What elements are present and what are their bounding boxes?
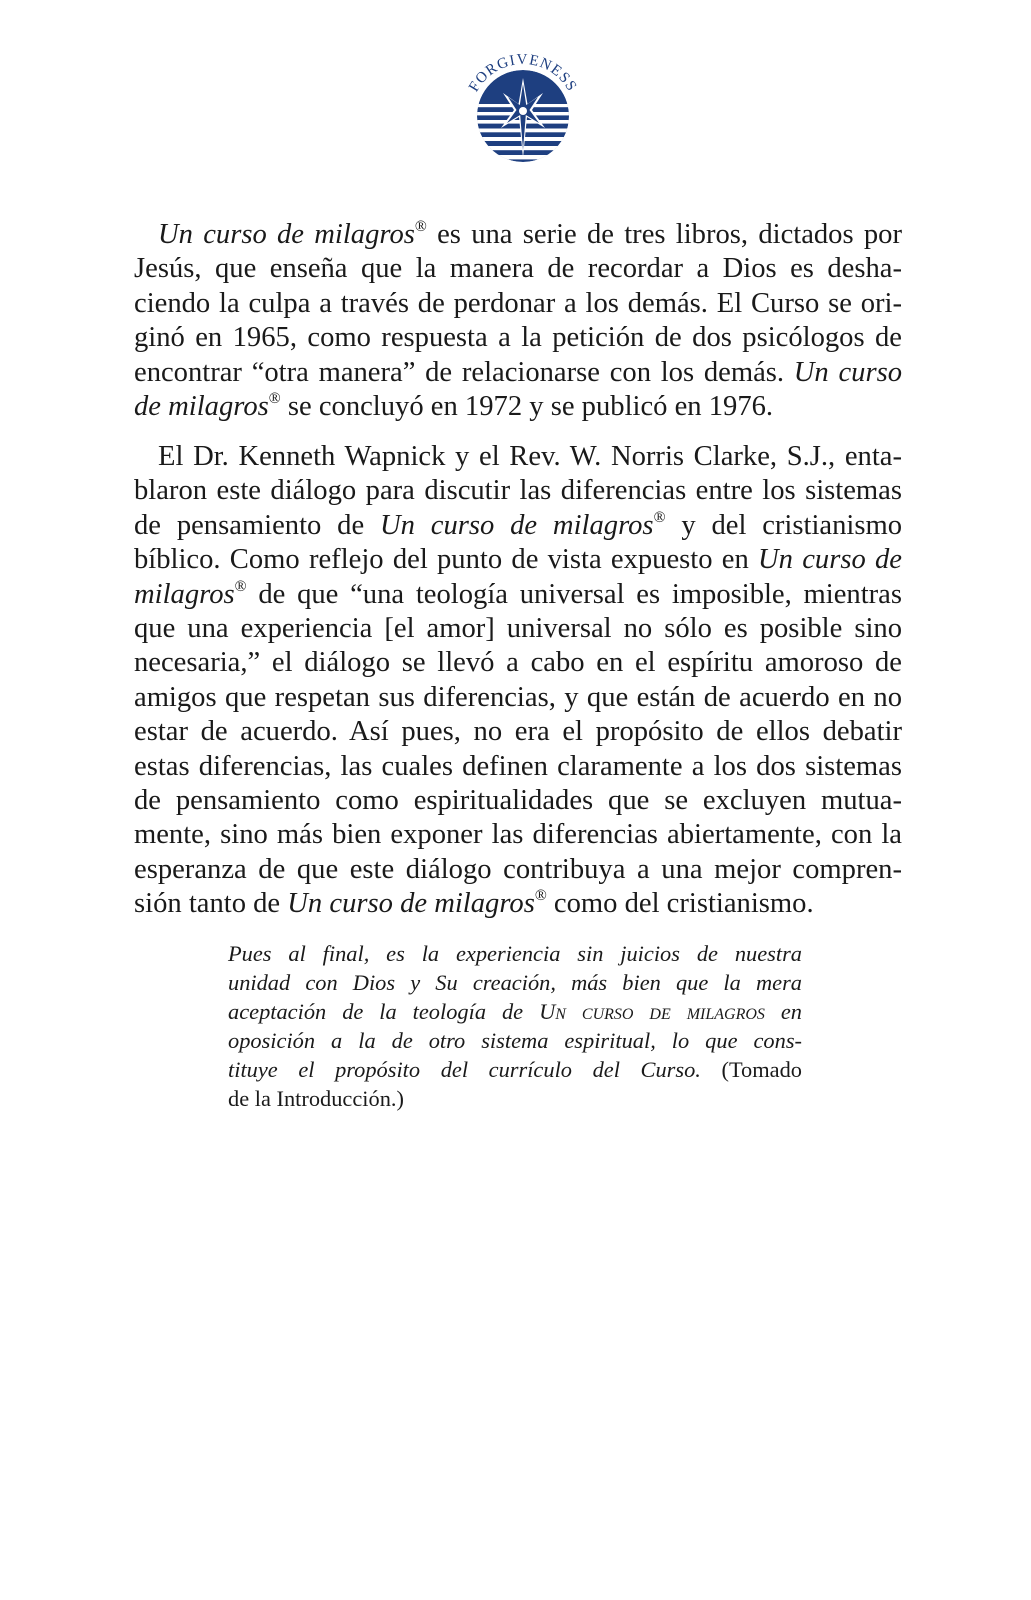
text-line: milagros® de que “una teología universal es imposible, mientras: [134, 577, 902, 610]
quote-line: aceptación de la teología de Un curso de milagros en: [228, 998, 802, 1024]
source-note: (Tomado: [700, 1056, 802, 1082]
book-title: milagros: [134, 578, 235, 610]
registered-mark: ®: [653, 509, 666, 527]
text-line: estar de acuerdo. Así pues, no era el propósito de ellos debatir: [134, 716, 902, 748]
text-line: bíblico. Como reflejo del punto de vista expuesto en Un curso de: [134, 544, 902, 576]
text-line: Un curso de milagros® es una serie de tres libros, dictados por: [158, 218, 902, 250]
text-line: El Dr. Kenneth Wapnick y el Rev. W. Norris Clarke, S.J., enta-: [158, 441, 902, 472]
book-title: Un curso de milagros: [287, 888, 535, 920]
book-title: Un curso de milagros: [379, 509, 654, 541]
book-title: Un curso de: [758, 544, 902, 576]
introduction-quote: [228, 940, 802, 1113]
quote-line: unidad con Dios y Su creación, más bien que la mera: [228, 969, 802, 995]
forgiveness-logo: [453, 38, 593, 178]
registered-mark: ®: [268, 390, 281, 408]
text-line: ciendo la culpa a través de perdonar a los demás. El Curso se ori-: [134, 287, 902, 319]
book-title: Un curso de milagros: [539, 998, 765, 1024]
text-line: blaron este diálogo para discutir las diferencias entre los sistemas: [134, 475, 902, 507]
registered-mark: ®: [234, 577, 247, 595]
text-line: esperanza de que este diálogo contribuya a una mejor compren-: [134, 853, 902, 885]
description-paragraph: [134, 218, 902, 424]
text-line: Jesús, que enseña que la manera de recordar a Dios es desha-: [134, 253, 902, 285]
text-line: estas diferencias, las cuales definen claramente a los dos sistemas: [134, 750, 902, 782]
source-note: de la Introducción.): [228, 1085, 404, 1111]
text-line: de milagros® se concluyó en 1972 y se publicó en 1976.: [134, 390, 774, 423]
quote-line: [228, 1085, 802, 1114]
registered-mark: ®: [534, 887, 547, 905]
text-line: amigos que respetan sus diferencias, y que están de acuerdo en no: [134, 681, 902, 713]
quote-line: Pues al final, es la experiencia sin juicios de nuestra: [228, 941, 802, 966]
logo-ring-text: FORGIVENESS: [466, 51, 580, 95]
book-title: Un curso de milagros: [158, 219, 415, 250]
text-line: que una experiencia [el amor] universal no sólo es posible sino: [134, 613, 902, 645]
text-line: sión tanto de Un curso de milagros® como del cristianismo.: [134, 887, 814, 920]
quote-line: tituye el propósito del currículo del Curso. (Tomado: [228, 1056, 802, 1082]
registered-mark: ®: [414, 218, 427, 236]
dialogue-paragraph: [134, 440, 902, 922]
text-line: de pensamiento como espiritualidades que se excluyen mutua-: [134, 785, 902, 817]
text-line: ginó en 1965, como respuesta a la petición de dos psicólogos de: [134, 322, 902, 354]
text-line: mente, sino más bien exponer las diferencias abiertamente, con la: [134, 819, 902, 851]
quote-line: oposición a la de otro sistema espiritual, lo que cons-: [228, 1027, 802, 1053]
book-title: de milagros: [134, 391, 269, 423]
text-line: encontrar “otra manera” de relacionarse con los demás. Un curso: [134, 356, 903, 388]
text-line: de pensamiento de Un curso de milagros® y del cristianismo: [134, 509, 902, 541]
book-title: Un curso: [793, 356, 903, 388]
text-line: necesaria,” el diálogo se llevó a cabo en el espíritu amoroso de: [134, 647, 902, 679]
